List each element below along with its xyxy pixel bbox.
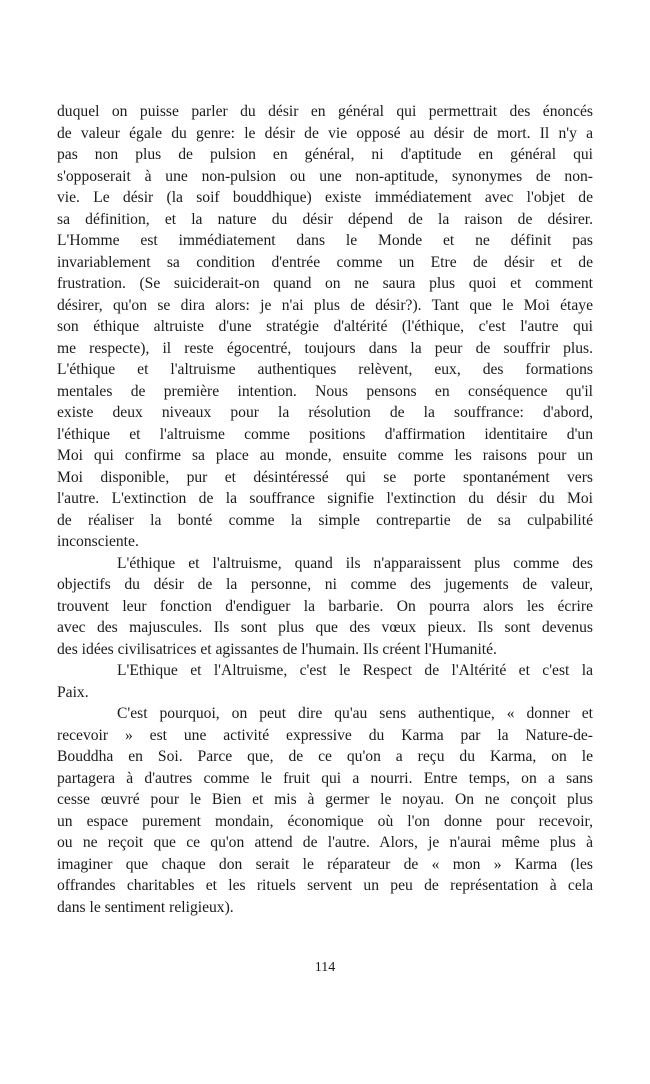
text-line: Moi disponible, pur et désintéressé qui se porte spontanément vers — [57, 468, 593, 486]
text-line: L'Homme est immédiatement dans le Monde et ne définit pas — [57, 232, 593, 249]
text-line: me respecte), il reste égocentré, toujours dans la peur de souffrir plus. — [57, 339, 593, 357]
text-line: de réaliser la bonté comme la simple contrepartie de sa culpabilité — [57, 511, 593, 529]
text-line: Paix. — [57, 683, 89, 701]
text-line: duquel on puisse parler du désir en général qui permettrait des énoncés — [57, 103, 593, 120]
text-line: pas non plus de pulsion en général, ni d'aptitude en général qui — [57, 146, 593, 163]
text-line: son éthique altruiste d'une stratégie d'altérité (l'éthique, c'est l'autre qui — [57, 318, 593, 335]
text-line: ou ne reçoit que ce qu'on attend de l'autre. Alors, je n'aurai même plus à — [57, 834, 593, 851]
text-line: offrandes charitables et les rituels servent un peu de représentation à cela — [57, 877, 593, 894]
text-line: de valeur égale du genre: le désir de vie opposé au désir de mort. Il n'y a — [57, 124, 593, 142]
text-line: Bouddha en Soi. Parce que, de ce qu'on a reçu du Karma, on le — [57, 748, 593, 765]
text-line: l'autre. L'extinction de la souffrance signifie l'extinction du désir du Moi — [57, 490, 593, 507]
text-line: trouvent leur fonction d'endiguer la barbarie. On pourra alors les écrire — [57, 597, 593, 615]
text-line: sa définition, et la nature du désir dépend de la raison de désirer. — [57, 210, 593, 228]
paragraph — [57, 660, 593, 703]
text-line: L'éthique et l'altruisme authentiques relèvent, eux, des formations — [57, 361, 593, 378]
text-line: des idées civilisatrices et agissantes de l'humain. Ils créent l'Humanité. — [57, 640, 497, 658]
body-text — [57, 101, 593, 918]
text-line: imaginer que chaque don serait le réparateur de « mon » Karma (les — [57, 855, 593, 873]
text-line: l'éthique et l'altruisme comme positions d'affirmation identitaire d'un — [57, 425, 593, 443]
page-number: 114 — [314, 960, 336, 975]
text-line: objectifs du désir de la personne, ni comme des jugements de valeur, — [57, 576, 593, 593]
text-line: L'éthique et l'altruisme, quand ils n'apparaissent plus comme des — [117, 554, 593, 572]
text-line: invariablement sa condition d'entrée comme un Etre de désir et de — [57, 253, 593, 271]
text-line: vie. Le désir (la soif bouddhique) existe immédiatement avec l'objet de — [57, 189, 593, 206]
text-line: désirer, qu'on se dira alors: je n'ai plus de désir?). Tant que le Moi étaye — [57, 296, 593, 314]
text-line: recevoir » est une activité expressive du Karma par la Nature-de- — [57, 726, 593, 744]
text-line: Moi qui confirme sa place au monde, ensuite comme les raisons pour un — [57, 447, 593, 464]
text-line: frustration. (Se suiciderait-on quand on ne saura plus quoi et comment — [57, 275, 593, 292]
text-line: mentales de première intention. Nous pensons en conséquence qu'il — [57, 382, 593, 400]
paragraph — [57, 101, 593, 553]
text-line: cesse œuvré pour le Bien et mis à germer le noyau. On ne conçoit plus — [57, 791, 593, 808]
text-line: dans le sentiment religieux). — [57, 898, 234, 916]
text-line: existe deux niveaux pour la résolution de la souffrance: d'abord, — [57, 404, 593, 421]
text-line: avec des majuscules. Ils sont plus que des vœux pieux. Ils sont devenus — [57, 619, 593, 636]
paragraph — [57, 553, 593, 661]
text-line: C'est pourquoi, on peut dire qu'au sens authentique, « donner et — [117, 705, 593, 722]
text-line: inconsciente. — [57, 533, 139, 550]
text-line: s'opposerait à une non-pulsion ou une non-aptitude, synonymes de non- — [57, 167, 593, 185]
paragraph — [57, 703, 593, 918]
text-line: un espace purement mondain, économique où l'on donne pour recevoir, — [57, 812, 593, 830]
text-line: partagera à d'autres comme le fruit qui a nourri. Entre temps, on a sans — [57, 769, 593, 787]
text-line: L'Ethique et l'Altruisme, c'est le Respect de l'Altérité et c'est la — [117, 662, 593, 679]
